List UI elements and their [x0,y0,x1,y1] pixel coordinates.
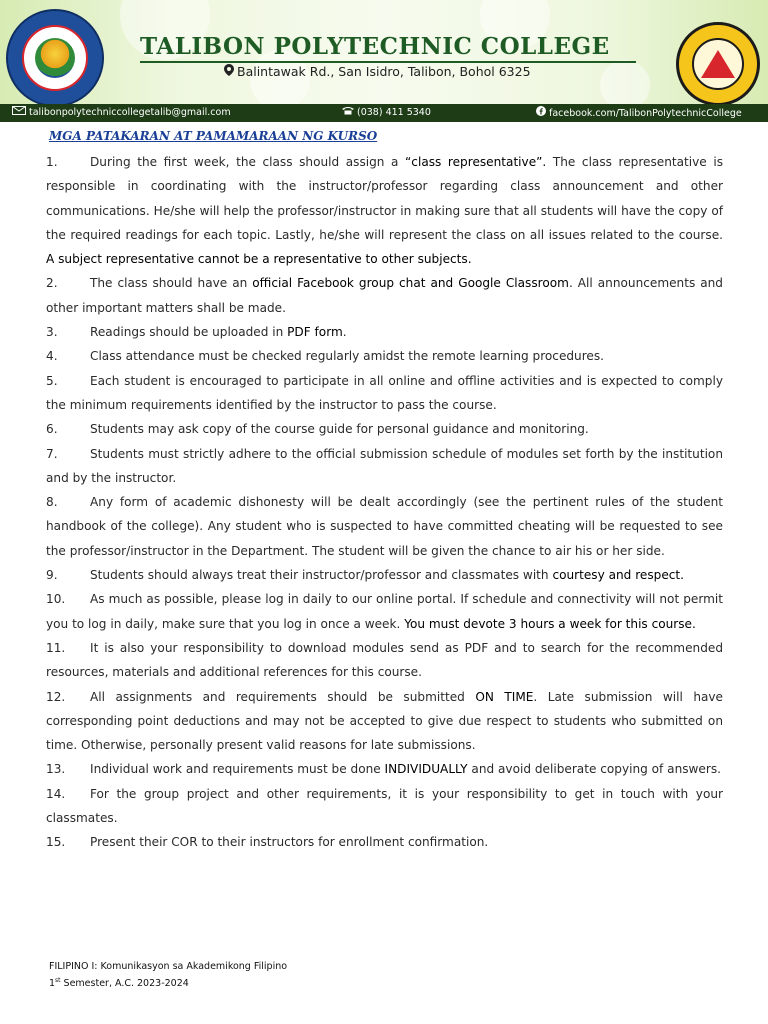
rule-text: The class should have an [90,276,253,291]
rule-item [46,782,723,831]
rule-text: . Late submission will have corresponding point deductions and may not be accepted to give due respect to students who submitted on time. Otherwise, personally present valid reasons for late submissions. [46,689,723,753]
rule-number: 1. [46,155,58,169]
rule-item [46,417,723,441]
rule-number: 8. [46,495,58,510]
rule-item [46,685,723,758]
rule-emphasis: “class representative”. [405,155,547,169]
rule-text: . All announcements and other important matters shall be made. [46,276,723,315]
rule-text: Students should always treat their instructor/professor and classmates with [90,568,553,583]
contact-phone [342,106,431,118]
rule-emphasis: courtesy and respect. [552,568,685,583]
rule-item [46,830,723,854]
rule-item [46,636,723,685]
college-seal-icon [6,9,104,104]
rules-list [46,150,723,855]
rule-text: . [342,325,347,340]
municipality-seal-icon [676,22,760,104]
rule-number: 9. [46,568,58,583]
email-icon [12,106,26,118]
rule-item [46,150,723,271]
rule-item [46,757,723,781]
rule-number: 2. [46,276,58,291]
facebook-icon [536,106,546,119]
rule-item [46,563,723,587]
rule-text: Students may ask copy of the course guide for personal guidance and monitoring. [90,422,589,437]
rule-text: Students must strictly adhere to the official submission schedule of modules set forth by the institution and by the instructor. [46,446,723,485]
rule-emphasis: You must devote 3 hours a week for this course. [404,616,696,631]
rule-text: Class attendance must be checked regularly amidst the remote learning procedures. [90,349,605,364]
rule-number: 12. [46,689,66,704]
footer [49,960,287,991]
rule-item [46,490,723,563]
rule-item [46,344,723,368]
letterhead [0,0,768,104]
rule-number: 6. [46,422,58,437]
college-name: TALIBON POLYTECHNIC COLLEGE [140,33,610,60]
rule-number: 3. [46,325,58,340]
rule-text: All assignments and requirements should be submitted [90,689,476,704]
rule-number: 4. [46,349,58,364]
rule-item [46,271,723,320]
semester-ordinal: st [55,977,61,984]
college-address [224,64,531,79]
contact-bar [0,104,768,122]
rule-emphasis: INDIVIDUALLY [384,762,468,777]
phone-text[interactable]: (038) 411 5340 [357,107,431,118]
rule-text: Individual work and requirements must be done [90,762,385,777]
rule-item [46,320,723,344]
rule-number: 5. [46,373,58,388]
semester-number: 1 [49,978,56,990]
rule-text: Readings should be uploaded in [90,325,288,340]
footer-course: FILIPINO I: Komunikasyon sa Akademikong Filipino [49,961,288,972]
rule-number: 10. [46,592,66,607]
rule-emphasis: ON TIME [475,689,534,704]
rule-number: 13. [46,762,66,777]
semester-text: Semester, A.C. 2023-2024 [60,978,189,990]
contact-facebook [536,106,742,119]
rule-item [46,442,723,491]
address-text: Balintawak Rd., San Isidro, Talibon, Bohol 6325 [237,64,531,79]
rule-item [46,587,723,636]
name-divider [140,61,636,63]
rule-text: Present their COR to their instructors for enrollment confirmation. [90,835,489,850]
footer-semester [49,974,287,991]
contact-email [12,106,231,118]
rule-text: It is also your responsibility to download modules send as PDF and to search for the recommended resources, materials and additional references for this course. [46,640,723,680]
rule-number: 15. [46,835,66,850]
rule-text: For the group project and other requirements, it is your responsibility to get in touch with your classmates. [46,786,723,826]
rule-number: 7. [46,446,58,461]
phone-icon [342,106,354,118]
rule-emphasis: A subject representative cannot be a representative to other subjects. [46,252,472,267]
rule-emphasis: official Facebook group chat and Google Classroom [252,276,569,291]
location-pin-icon [224,64,234,79]
rule-text: Each student is encouraged to participate in all online and offline activities and is expected to comply the minimum requirements identified by the instructor to pass the course. [46,373,723,412]
rule-item [46,369,723,418]
rule-text: Any form of academic dishonesty will be dealt accordingly (see the pertinent rules of the student handbook of the college). Any student who is suspected to have committed cheating will be requested to see the professor/instructor in the Department. The student will be given the chance to air his or her side. [46,495,723,558]
rule-emphasis: PDF form [287,325,343,340]
rule-text: and avoid deliberate copying of answers. [467,762,721,777]
email-text[interactable]: talibonpolytechniccollegetalib@gmail.com [29,107,231,118]
rule-number: 11. [46,640,66,655]
section-heading: MGA PATAKARAN AT PAMAMARAAN NG KURSO [49,129,378,143]
rule-text: As much as possible, please log in daily to our online portal. If schedule and connectivity will not permit you to log in daily, make sure that you log in once a week. [46,592,723,631]
rule-number: 14. [46,786,66,801]
facebook-text[interactable]: facebook.com/TalibonPolytechnicCollege [549,108,742,119]
rule-text: The class representative is responsible in coordinating with the instructor/professor regarding class announcement and other communications. He/she will help the professor/instructor in making sure that all students will have the copy of the required readings for each topic. Lastly, he/she will represent the class on all issues related to the course. [46,155,723,242]
rule-text: During the first week, the class should assign a [90,155,406,169]
